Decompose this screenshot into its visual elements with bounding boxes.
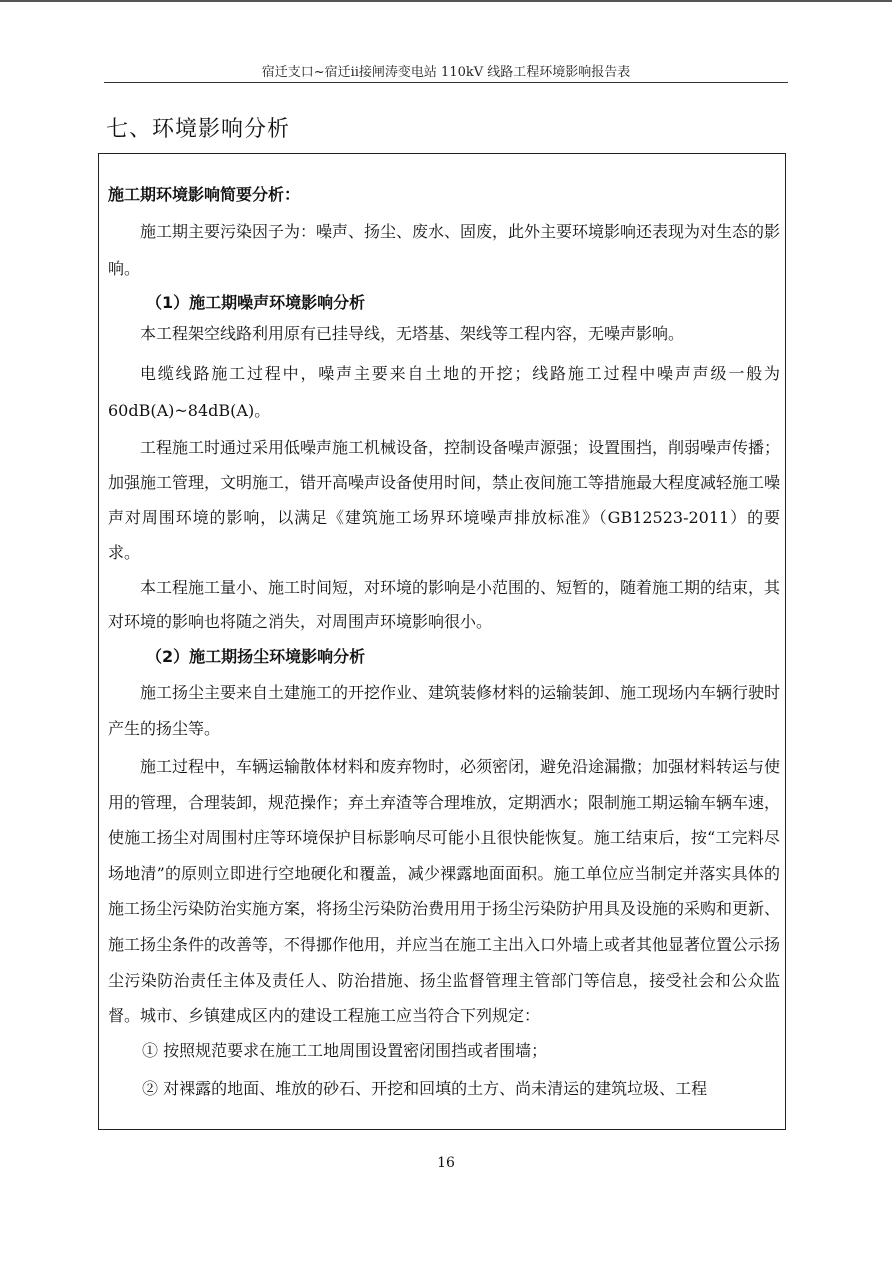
noise-paragraph-1: 本工程架空线路利用原有已挂导线，无塔基、架线等工程内容，无噪声影响。 <box>140 324 685 343</box>
section-title: 七、环境影响分析 <box>106 117 291 142</box>
list-item-2: ② 对裸露的地面、堆放的砂石、开挖和回填的土方、尚未清运的建筑垃圾、工程 <box>142 1078 708 1098</box>
header-rule <box>104 82 788 83</box>
content-body <box>108 176 780 1106</box>
intro-paragraph: 施工期主要污染因子为：噪声、扬尘、废水、固废，此外主要环境影响还表现为对生态的影响。 <box>108 222 781 278</box>
noise-paragraph-2: 电缆线路施工过程中，噪声主要来自土地的开挖；线路施工过程中噪声声级一般为 60dB(A)~84dB(A)。 <box>108 364 780 420</box>
list-item-1: ① 按照规范要求在施工工地周围设置密闭围挡或者围墙； <box>142 1040 548 1060</box>
noise-paragraph-4: 本工程施工量小、施工时间短，对环境的影响是小范围的、短暂的，随着施工期的结束，其对环境的影响也将随之消失，对周围声环境影响很小。 <box>108 578 781 631</box>
content-box <box>98 153 786 1130</box>
construction-impact-heading: 施工期环境影响简要分析： <box>108 185 301 204</box>
noise-paragraph-3: 工程施工时通过采用低噪声施工机械设备，控制设备噪声源强；设置围挡，削弱噪声传播；加强施工管理，文明施工，错开高噪声设备使用时间，禁止夜间施工等措施最大程度减轻施工噪声对周围环境的影响，以满足《建筑施工场界环境噪声排放标准》（GB12523-2011）的要求。 <box>108 438 781 562</box>
page-number: 16 <box>437 1155 455 1171</box>
dust-paragraph-1: 施工扬尘主要来自土建施工的开挖作业、建筑装修材料的运输装卸、施工现场内车辆行驶时产生的扬尘等。 <box>108 683 781 738</box>
running-header: 宿迁支口~宿迁ⅱ接闸涛变电站 110kV 线路工程环境影响报告表 <box>261 65 631 80</box>
dust-section-title: （2）施工期扬尘环境影响分析 <box>146 647 366 666</box>
dust-paragraph-2: 施工过程中，车辆运输散体材料和废弃物时，必须密闭，避免沿途漏撒；加强材料转运与使用的管理，合理装卸，规范操作；弃土弃渣等合理堆放，定期洒水；限制施工期运输车辆车速，使施工扬尘对周围村庄等环境保护目标影响尽可能小且很快能恢复。施工结束后，按“工完料尽场地清”的原则立即进行空地硬化和覆盖，减少裸露地面面积。施工单位应当制定并落实具体的施工扬尘污染防治实施方案，将扬尘污染防治费用用于扬尘污染防护用具及设施的采购和更新、施工扬尘条件的改善等，不得挪作他用，并应当在施工主出入口外墙上或者其他显著位置公示扬尘污染防治责任主体及责任人、防治措施、扬尘监督管理主管部门等信息，接受社会和公众监督。城市、乡镇建成区内的建设工程施工应当符合下列规定： <box>108 757 781 1026</box>
noise-section-title: （1）施工期噪声环境影响分析 <box>146 293 366 312</box>
top-border <box>0 0 892 2</box>
